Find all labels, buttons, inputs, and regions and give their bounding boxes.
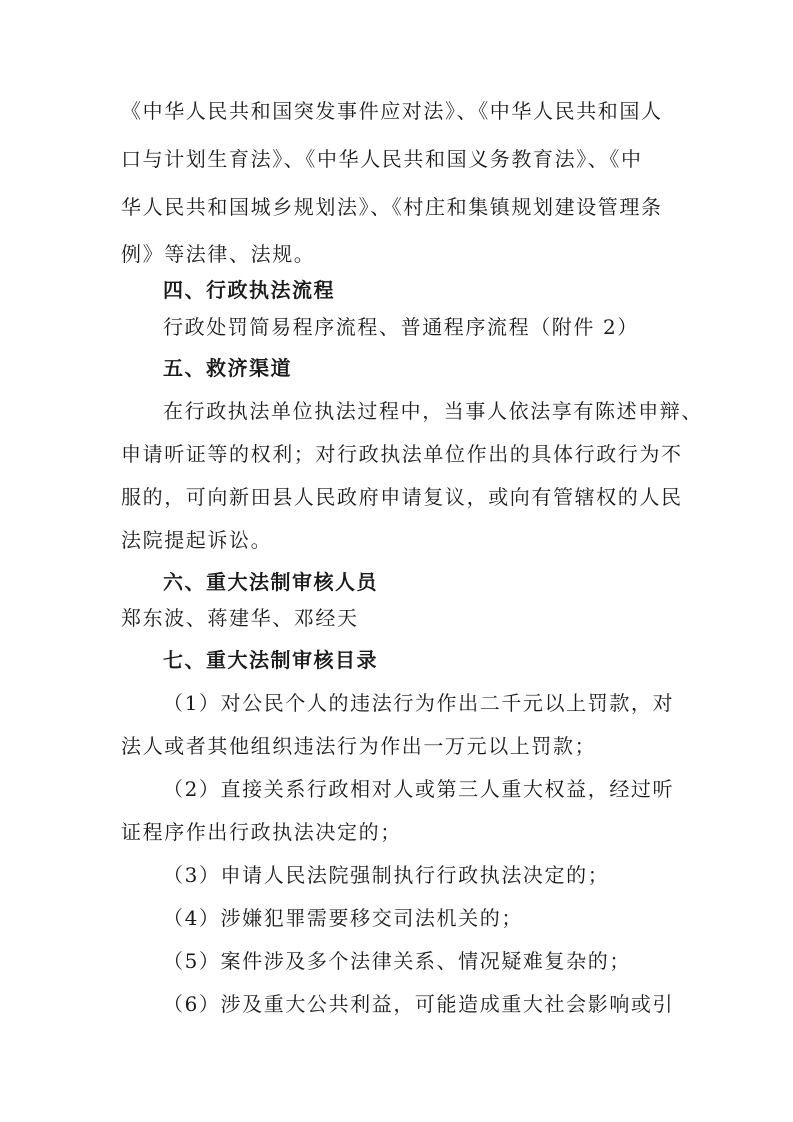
paragraph-line: 《中华人民共和国突发事件应对法》、《中华人民共和国人 bbox=[121, 99, 663, 123]
section-heading-6: 六、重大法制审核人员 bbox=[163, 570, 378, 594]
list-item: （4）涉嫌犯罪需要移交司法机关的； bbox=[163, 906, 523, 930]
list-item-continued: 法人或者其他组织违法行为作出一万元以上罚款； bbox=[121, 734, 597, 758]
paragraph-line: 华人民共和国城乡规划法》、《村庄和集镇规划建设管理条 bbox=[121, 195, 663, 219]
section-heading-7: 七、重大法制审核目录 bbox=[163, 648, 378, 672]
paragraph-line: 服的，可向新田县人民政府申请复议，或向有管辖权的人民 bbox=[121, 485, 683, 509]
paragraph-line: 例》等法律、法规。 bbox=[121, 242, 316, 266]
section-heading-4: 四、行政执法流程 bbox=[163, 278, 335, 302]
paragraph-line: 申请听证等的权利；对行政执法单位作出的具体行政行为不 bbox=[121, 442, 683, 466]
paragraph-line: 法院提起诉讼。 bbox=[121, 528, 273, 552]
paragraph-line: 在行政执法单位执法过程中，当事人依法享有陈述申辩、 bbox=[163, 399, 703, 423]
list-item: （3）申请人民法院强制执行行政执法决定的； bbox=[163, 863, 610, 887]
list-item: （6）涉及重大公共利益，可能造成重大社会影响或引 bbox=[163, 992, 675, 1016]
list-item: （1）对公民个人的违法行为作出二千元以上罚款，对 bbox=[163, 691, 675, 715]
personnel-list: 郑东波、蒋建华、邓经天 bbox=[121, 606, 359, 630]
paragraph-line: 行政处罚简易程序流程、普通程序流程（附件 2） bbox=[163, 315, 639, 339]
paragraph-line: 口与计划生育法》、《中华人民共和国义务教育法》、《中 bbox=[121, 147, 643, 171]
list-item: （2）直接关系行政相对人或第三人重大权益，经过听 bbox=[163, 777, 675, 801]
list-item-continued: 证程序作出行政执法决定的； bbox=[121, 820, 402, 844]
list-item: （5）案件涉及多个法律关系、情况疑难复杂的； bbox=[163, 949, 631, 973]
section-heading-5: 五、救济渠道 bbox=[163, 356, 292, 380]
